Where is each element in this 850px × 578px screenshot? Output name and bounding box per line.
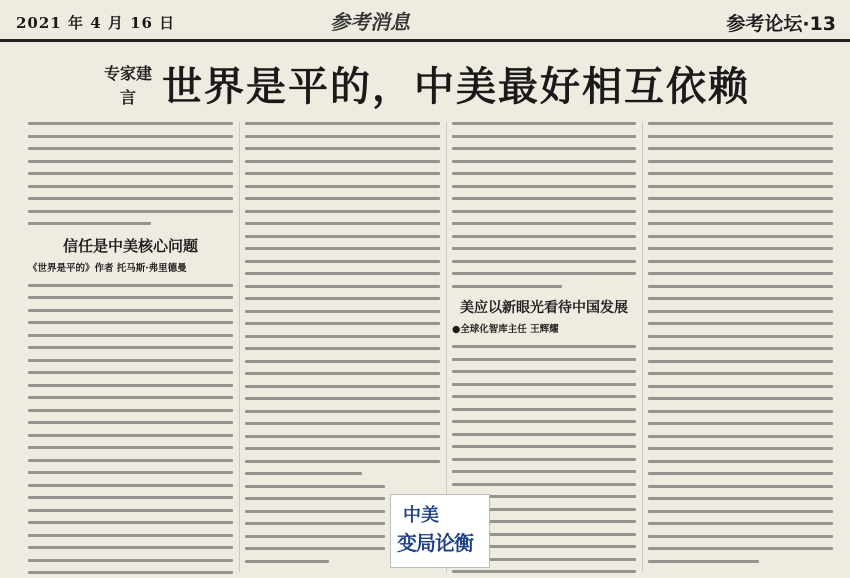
text-line <box>452 235 636 238</box>
text-line <box>28 172 233 175</box>
text-line <box>648 347 833 350</box>
text-line <box>245 535 385 538</box>
text-line <box>245 122 440 125</box>
text-line <box>452 185 636 188</box>
text-line <box>245 197 440 200</box>
text-line <box>648 297 833 300</box>
text-line <box>245 260 440 263</box>
text-line <box>245 472 362 475</box>
text-line <box>245 322 440 325</box>
text-line <box>28 284 233 287</box>
masthead: 参考消息 <box>330 10 410 34</box>
text-line <box>648 185 833 188</box>
text-line <box>28 346 233 349</box>
body-text-block <box>648 122 833 563</box>
text-line <box>245 360 440 363</box>
text-line <box>28 409 233 412</box>
text-line <box>648 535 833 538</box>
text-line <box>648 147 833 150</box>
column-divider <box>239 122 240 572</box>
text-line <box>452 160 636 163</box>
text-line <box>28 484 233 487</box>
text-line <box>648 335 833 338</box>
text-line <box>452 122 636 125</box>
page-header <box>0 0 850 40</box>
text-line <box>452 345 636 348</box>
issue-date: 2021 年 4 月 16 日 <box>16 14 176 32</box>
text-line <box>28 197 233 200</box>
text-line <box>245 422 440 425</box>
body-text-block <box>245 485 385 563</box>
text-line <box>245 160 440 163</box>
text-line <box>452 433 636 436</box>
text-line <box>648 260 833 263</box>
text-line <box>648 435 833 438</box>
text-line <box>28 210 233 213</box>
text-line <box>648 497 833 500</box>
text-line <box>648 160 833 163</box>
text-line <box>452 383 636 386</box>
text-line <box>245 397 440 400</box>
text-line <box>28 359 233 362</box>
text-line <box>28 160 233 163</box>
text-line <box>452 247 636 250</box>
text-line <box>452 222 636 225</box>
kicker: 专家建言 <box>103 64 152 107</box>
text-line <box>245 410 440 413</box>
text-line <box>28 509 233 512</box>
text-line <box>452 408 636 411</box>
column-logo <box>390 494 490 568</box>
text-line <box>648 122 833 125</box>
text-line <box>245 560 329 563</box>
text-line <box>28 471 233 474</box>
text-line <box>28 135 233 138</box>
column-4 <box>648 122 833 572</box>
logo-line-2: 变局论衡 <box>397 531 473 555</box>
text-line <box>245 497 385 500</box>
text-line <box>648 235 833 238</box>
text-line <box>648 322 833 325</box>
text-line <box>452 445 636 448</box>
text-line <box>28 321 233 324</box>
text-line <box>648 422 833 425</box>
text-line <box>245 347 440 350</box>
text-line <box>245 372 440 375</box>
text-line <box>245 385 440 388</box>
text-line <box>648 560 759 563</box>
text-line <box>245 235 440 238</box>
text-line <box>452 135 636 138</box>
text-line <box>245 210 440 213</box>
byline-2: ●全球化智库主任 王辉耀 <box>452 324 559 335</box>
text-line <box>648 360 833 363</box>
byline-1: 《世界是平的》作者 托马斯·弗里德曼 <box>28 262 187 274</box>
text-line <box>648 135 833 138</box>
text-line <box>452 458 636 461</box>
text-line <box>28 521 233 524</box>
text-line <box>648 385 833 388</box>
text-line <box>648 485 833 488</box>
text-line <box>648 197 833 200</box>
text-line <box>28 334 233 337</box>
text-line <box>648 247 833 250</box>
text-line <box>245 272 440 275</box>
body-text-block <box>452 122 636 288</box>
text-line <box>648 510 833 513</box>
text-line <box>452 483 636 486</box>
text-line <box>245 297 440 300</box>
text-line <box>452 172 636 175</box>
text-line <box>648 522 833 525</box>
text-line <box>28 559 233 562</box>
text-line <box>648 222 833 225</box>
text-line <box>452 285 562 288</box>
text-line <box>648 547 833 550</box>
subhead-2: 美应以新眼光看待中国发展 <box>460 300 628 316</box>
text-line <box>245 435 440 438</box>
text-line <box>245 485 385 488</box>
text-line <box>648 372 833 375</box>
text-line <box>245 335 440 338</box>
text-line <box>648 472 833 475</box>
text-line <box>245 247 440 250</box>
text-line <box>28 546 233 549</box>
text-line <box>648 397 833 400</box>
text-line <box>452 147 636 150</box>
text-line <box>648 410 833 413</box>
text-line <box>28 496 233 499</box>
text-line <box>28 384 233 387</box>
text-line <box>245 447 440 450</box>
text-line <box>452 395 636 398</box>
text-line <box>648 447 833 450</box>
text-line <box>245 147 440 150</box>
text-line <box>28 434 233 437</box>
body-text-block <box>245 122 440 475</box>
text-line <box>452 272 636 275</box>
text-line <box>28 222 151 225</box>
text-line <box>28 396 233 399</box>
text-line <box>245 172 440 175</box>
text-line <box>245 222 440 225</box>
text-line <box>648 310 833 313</box>
text-line <box>648 285 833 288</box>
body-text-block <box>28 284 233 578</box>
logo-line-1: 中美 <box>403 505 439 526</box>
body-text-block <box>28 122 233 225</box>
text-line <box>648 210 833 213</box>
text-line <box>28 371 233 374</box>
text-line <box>28 122 233 125</box>
text-line <box>28 296 233 299</box>
text-line <box>452 570 636 573</box>
text-line <box>452 358 636 361</box>
column-divider <box>642 122 643 572</box>
text-line <box>28 147 233 150</box>
text-line <box>452 370 636 373</box>
text-line <box>452 420 636 423</box>
text-line <box>452 197 636 200</box>
text-line <box>28 309 233 312</box>
text-line <box>245 135 440 138</box>
text-line <box>245 522 385 525</box>
text-line <box>245 510 385 513</box>
text-line <box>452 470 636 473</box>
column-1 <box>28 122 233 578</box>
text-line <box>245 185 440 188</box>
text-line <box>28 571 233 574</box>
section-title: 参考论坛·13 <box>726 13 836 35</box>
text-line <box>245 547 385 550</box>
text-line <box>648 172 833 175</box>
text-line <box>452 260 636 263</box>
text-line <box>28 446 233 449</box>
text-line <box>648 460 833 463</box>
text-line <box>452 210 636 213</box>
header-rule <box>0 39 850 42</box>
subhead-1: 信任是中美核心问题 <box>62 236 198 255</box>
text-line <box>28 459 233 462</box>
text-line <box>245 460 440 463</box>
text-line <box>28 534 233 537</box>
text-line <box>245 285 440 288</box>
text-line <box>28 421 233 424</box>
text-line <box>28 185 233 188</box>
headline: 世界是平的，中美最好相互依赖 <box>162 64 750 110</box>
text-line <box>648 272 833 275</box>
text-line <box>245 310 440 313</box>
